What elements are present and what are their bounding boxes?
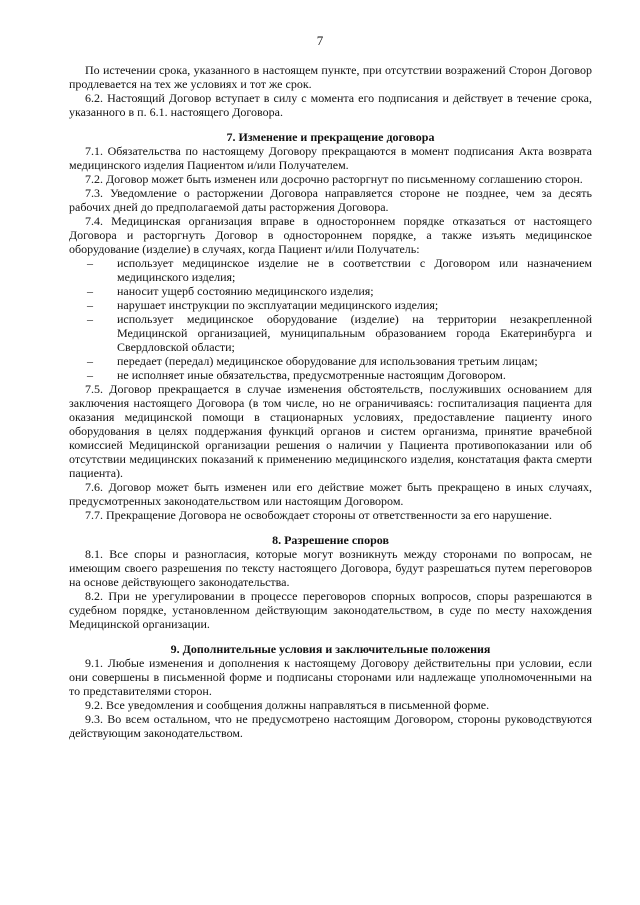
section-7-title: 7. Изменение и прекращение договора	[226, 130, 435, 144]
list-item	[69, 284, 592, 298]
list-item	[69, 312, 592, 354]
paragraph-7-7: 7.7. Прекращение Договора не освобождает стороны от ответственности за его нарушение.	[85, 508, 553, 522]
dash-marker: –	[87, 256, 93, 270]
paragraph-7-4: 7.4. Медицинская организация вправе в одностороннем порядке отказаться от настоящего Договора и расторгнуть Договор в одностороннем порядке, а также изъять медицинское оборудование (изделие) в случаях, когда Пациент и/или Получатель:	[69, 214, 592, 256]
dash-marker: –	[87, 368, 93, 382]
paragraph-9-3: 9.3. Во всем остальном, что не предусмотрено настоящим Договором, стороны руководствуются действующим законодательством.	[69, 712, 592, 740]
paragraph-9-1: 9.1. Любые изменения и дополнения к настоящему Договору действительны при условии, если они совершены в письменной форме и подписаны сторонами или надлежаще уполномоченными на то представителями сторон.	[69, 656, 592, 698]
paragraph-7-3: 7.3. Уведомление о расторжении Договора направляется стороне не позднее, чем за десять рабочих дней до предполагаемой даты расторжения Договора.	[69, 186, 592, 214]
list-item	[69, 354, 592, 368]
page-number: 7	[316, 33, 324, 48]
list-item-text: использует медицинское оборудование (изделие) на территории незакрепленной Медицинской организацией, муниципальным образованием города Екатеринбурга и Свердловской области;	[117, 312, 592, 354]
paragraph-6-1-cont: По истечении срока, указанного в настоящем пункте, при отсутствии возражений Сторон Договор продлевается на тех же условиях и тот же срок.	[69, 63, 592, 91]
document-body	[69, 63, 592, 740]
paragraph-8-1: 8.1. Все споры и разногласия, которые могут возникнуть между сторонами по вопросам, не имеющим своего разрешения по тексту настоящего Договора, будут разрешаться путем переговоров на основе действующего законодательства.	[69, 547, 592, 589]
dash-marker: –	[87, 354, 93, 368]
paragraph-8-2: 8.2. При не урегулировании в процессе переговоров спорных вопросов, споры разрешаются в судебном порядке, установленном действующим законодательством, в суде по месту нахождения Медицинской организации.	[69, 589, 592, 631]
list-item-text: передает (передал) медицинское оборудование для использования третьим лицам;	[117, 354, 538, 368]
section-9-title: 9. Дополнительные условия и заключительные положения	[170, 642, 491, 656]
paragraph-7-1: 7.1. Обязательства по настоящему Договору прекращаются в момент подписания Акта возврата медицинского изделия Пациентом и/или Получателем.	[69, 144, 592, 172]
dash-marker: –	[87, 284, 93, 298]
section-8-title: 8. Разрешение споров	[272, 533, 389, 547]
paragraph-6-2: 6.2. Настоящий Договор вступает в силу с момента его подписания и действует в течение срока, указанного в п. 6.1. настоящего Договора.	[69, 91, 592, 119]
paragraph-9-2: 9.2. Все уведомления и сообщения должны направляться в письменной форме.	[85, 698, 490, 712]
list-item-text: нарушает инструкции по эксплуатации медицинского изделия;	[117, 298, 439, 312]
dash-marker: –	[87, 312, 93, 326]
list-item	[69, 298, 592, 312]
paragraph-7-2: 7.2. Договор может быть изменен или досрочно расторгнут по письменному соглашению сторон.	[85, 172, 583, 186]
list-item-text: не исполняет иные обязательства, предусмотренные настоящим Договором.	[117, 368, 506, 382]
list-item-text: наносит ущерб состоянию медицинского изделия;	[117, 284, 374, 298]
paragraph-7-6: 7.6. Договор может быть изменен или его действие может быть прекращено в иных случаях, предусмотренных законодательством или настоящим Договором.	[69, 480, 592, 508]
list-item-text: использует медицинское изделие не в соответствии с Договором или назначением медицинского изделия;	[117, 256, 592, 284]
paragraph-7-5: 7.5. Договор прекращается в случае изменения обстоятельств, послуживших основанием для заключения настоящего Договора (в том числе, но не ограничиваясь: госпитализация пациента для оказания медицинской помощи в стационарных условиях, предоставление пациенту иного оборудования в целях поддержания функций органов и систем организма, принятие врачебной комиссией Медицинской организации решения о наличии у Пациента противопоказании или об отсутствии медицинских показаний к применению медицинского изделия, констатация факта смерти пациента).	[69, 382, 592, 480]
list-item	[69, 368, 592, 382]
list-item	[69, 256, 592, 284]
dash-marker: –	[87, 298, 93, 312]
